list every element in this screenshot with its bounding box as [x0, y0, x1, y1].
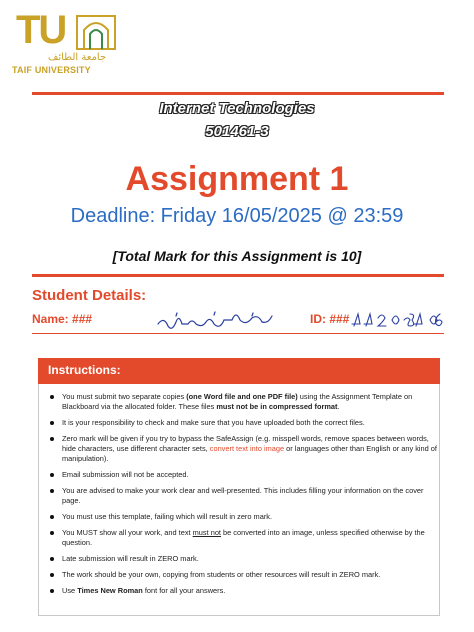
bullet-icon — [50, 421, 54, 425]
bullet-icon — [50, 437, 54, 441]
logo-english-name: TAIF UNIVERSITY — [12, 65, 91, 75]
instruction-text: convert text into image — [209, 444, 285, 453]
course-code: 501461-3 — [205, 123, 269, 140]
instruction-item — [48, 470, 438, 480]
bullet-icon — [50, 515, 54, 519]
bullet-icon — [50, 557, 54, 561]
instruction-text: . — [337, 402, 340, 411]
logo-arabic-name: جامعة الطائف — [48, 52, 107, 63]
instruction-text: must not be in compressed format — [216, 402, 338, 411]
instruction-text: must not — [192, 528, 221, 537]
instruction-text: or languages other than English or any kind of manipulation). — [62, 444, 437, 463]
instruction-text: You MUST show all your work, and text — [62, 528, 193, 537]
instruction-text: It is your responsibility to check and make sure that you have uploaded both the correct files. — [62, 418, 365, 427]
instructions-heading: Instructions: — [48, 363, 121, 377]
instruction-item — [48, 586, 438, 596]
middle-divider — [32, 274, 444, 277]
instruction-text: Email submission will not be accepted. — [62, 470, 189, 479]
student-details-row — [32, 312, 444, 334]
bullet-icon — [50, 395, 54, 399]
instruction-item — [48, 434, 438, 464]
total-mark: [Total Mark for this Assignment is 10] — [112, 248, 362, 264]
instruction-text: using the Assignment Template on Blackboard via the allocated folder. These files — [62, 392, 413, 411]
instruction-text: The work should be your own, copying from students or other resources will result in ZERO mark. — [62, 570, 381, 579]
instructions-header — [38, 358, 440, 384]
instruction-text: font for all your answers. — [142, 586, 226, 595]
instruction-text: be converted into an image, unless specified otherwise by the question. — [62, 528, 425, 547]
instruction-item — [48, 418, 438, 428]
instruction-text: Late submission will result in ZERO mark. — [62, 554, 199, 563]
instruction-text: Times New Roman — [77, 586, 143, 595]
instruction-text: You must use this template, failing which will result in zero mark. — [62, 512, 273, 521]
university-logo — [12, 8, 122, 75]
instruction-text: You must submit two separate copies — [62, 392, 187, 401]
handwritten-name-signature — [154, 310, 284, 332]
instruction-text: Use — [62, 586, 78, 595]
instruction-text: Zero mark will be given if you try to bypass the SafeAssign (e.g. misspell words, remove spaces between words, hide characters, use different character sets, — [62, 434, 429, 453]
instruction-item — [48, 392, 438, 412]
logo-mark: TU — [16, 8, 66, 52]
name-label: Name: ### — [32, 312, 93, 326]
id-label: ID: ### — [310, 312, 350, 326]
instruction-item — [48, 570, 438, 580]
bullet-icon — [50, 531, 54, 535]
handwritten-id-number — [350, 310, 446, 330]
instruction-text: (one Word file and one PDF file) — [186, 392, 298, 401]
logo-arch-icon — [76, 12, 116, 50]
instruction-item — [48, 528, 438, 548]
bullet-icon — [50, 489, 54, 493]
instructions-list — [48, 392, 438, 602]
bullet-icon — [50, 573, 54, 577]
assignment-title: Assignment 1 — [125, 160, 349, 198]
bullet-icon — [50, 589, 54, 593]
instruction-item — [48, 512, 438, 522]
instruction-text: You are advised to make your work clear and well-presented. This includes filling your information on the cover page. — [62, 486, 424, 505]
course-name: Internet Technologies — [159, 100, 315, 117]
instruction-item — [48, 486, 438, 506]
bullet-icon — [50, 473, 54, 477]
student-details-heading: Student Details: — [32, 287, 147, 304]
assignment-deadline: Deadline: Friday 16/05/2025 @ 23:59 — [70, 205, 404, 227]
top-divider — [32, 92, 444, 95]
instruction-item — [48, 554, 438, 564]
